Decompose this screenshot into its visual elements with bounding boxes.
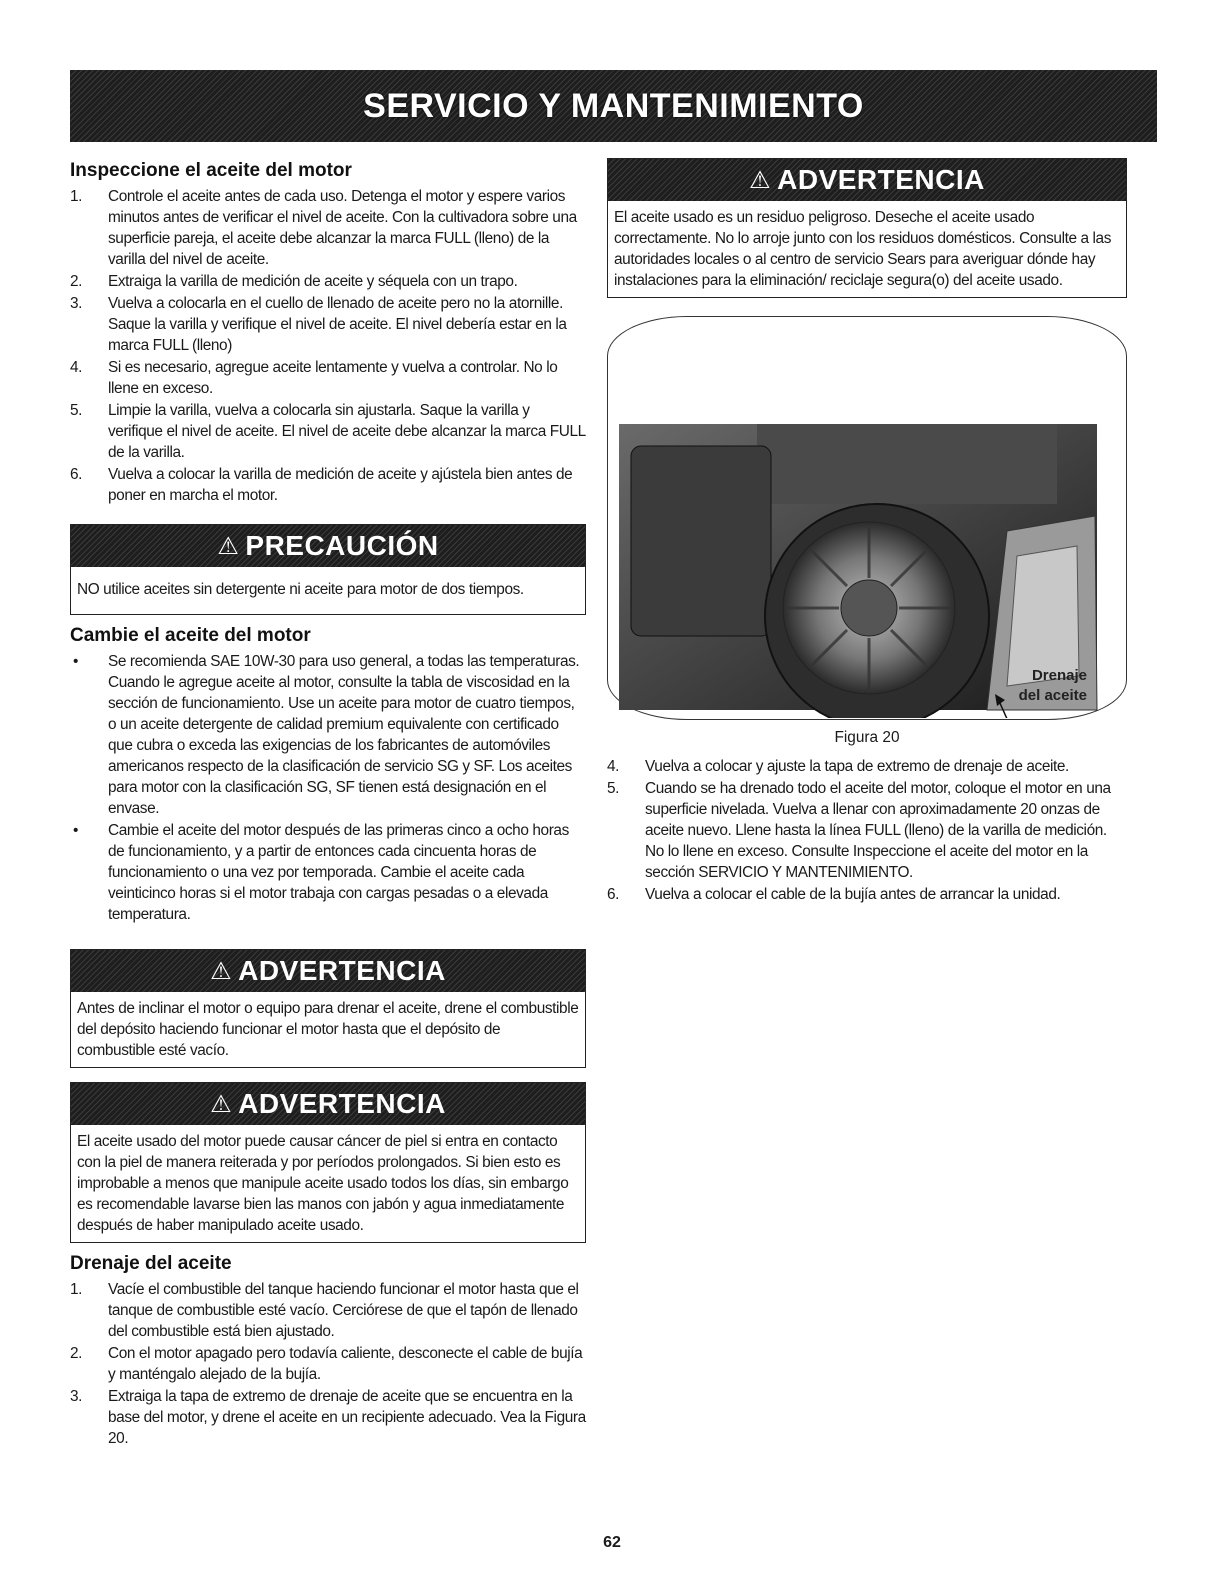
warning-title: ADVERTENCIA	[777, 164, 985, 195]
inspect-oil-steps	[70, 186, 586, 506]
banner-title: SERVICIO Y MANTENIMIENTO	[363, 86, 864, 125]
warning-text: El aceite usado del motor puede causar cáncer de piel si entra en contacto con la piel de manera reiterada y por períodos prolongados. Si bien esto es improbable a menos que manipule aceite usado todos los días, sin embargo es recomendable lavarse bien las manos con jabón y agua inmediatamente después de haber manipulado aceite usado.	[77, 1133, 569, 1234]
warning-title: ADVERTENCIA	[238, 955, 446, 986]
list-item: 3. Extraiga la tapa de extremo de drenaje de aceite que se encuentra en la base del motor, y drene el aceite en un recipiente adecuado. Vea la Figura 20.	[70, 1388, 586, 1447]
warning-box-skin-cancer	[70, 1082, 586, 1243]
list-item: 1. Vacíe el combustible del tanque haciendo funcionar el motor hasta que el tanque de combustible esté vacío. Cerciórese de que el tapón de llenado del combustible está bien ajustado.	[70, 1281, 579, 1340]
caution-box	[70, 524, 586, 615]
list-item: 4. Si es necesario, agregue aceite lentamente y vuelva a controlar. No lo llene en exceso.	[70, 359, 558, 397]
list-item: 4. Vuelva a colocar y ajuste la tapa de extremo de drenaje de aceite.	[607, 758, 1069, 775]
page-number: 62	[603, 1534, 621, 1551]
section-banner	[70, 70, 1157, 142]
change-oil-bullets	[70, 651, 586, 925]
warning-box-drain-fuel	[70, 949, 586, 1068]
left-column	[70, 150, 586, 1450]
drain-oil-steps-continued	[607, 756, 1127, 905]
caution-header	[71, 525, 585, 567]
engine-top	[757, 424, 1057, 504]
list-item: 6. Vuelva a colocar el cable de la bujía antes de arrancar la unidad.	[607, 886, 1061, 903]
caution-title: PRECAUCIÓN	[245, 530, 439, 561]
caution-text: NO utilice aceites sin detergente ni aceite para motor de dos tiempos.	[77, 581, 524, 598]
list-item: 6. Vuelva a colocar la varilla de medición de aceite y ajústela bien antes de poner en marcha el motor.	[70, 466, 573, 504]
right-column	[607, 150, 1127, 906]
warning-title: ADVERTENCIA	[238, 1088, 446, 1119]
drain-oil-steps	[70, 1279, 586, 1449]
list-item: 3. Vuelva a colocarla en el cuello de llenado de aceite pero no la atornille. Saque la varilla y verifique el nivel de aceite. El nivel debería estar en la marca FULL (lleno)	[70, 295, 567, 354]
list-item: • Cambie el aceite del motor después de las primeras cinco a ocho horas de funcionamiento, y a partir de entonces cada cincuenta horas de funcionamiento o una vez por temporada. Cambie el aceite cada veinticinco horas si el motor trabaja con cargas pesadas o a elevada temperatura.	[73, 822, 569, 923]
change-oil-heading: Cambie el aceite del motor	[70, 625, 311, 646]
starter-hub	[841, 580, 897, 636]
engine-illustration	[607, 316, 1127, 718]
list-item: 5. Limpie la varilla, vuelva a colocarla sin ajustarla. Saque la varilla y verifique el nivel de aceite. El nivel de aceite debe alcanzar la marca FULL de la varilla.	[70, 402, 586, 461]
drain-label: Drenaje del aceite	[1018, 667, 1087, 704]
inspect-oil-heading: Inspeccione el aceite del motor	[70, 160, 352, 181]
warning-text: Antes de inclinar el motor o equipo para drenar el aceite, drene el combustible del depósito haciendo funcionar el motor hasta que el depósito de combustible esté vacío.	[77, 1000, 579, 1059]
air-filter-housing	[631, 446, 771, 636]
warning-box-used-oil	[607, 158, 1127, 298]
warning-header	[608, 159, 1126, 201]
warning-header	[71, 1083, 585, 1125]
warning-text: El aceite usado es un residuo peligroso. Deseche el aceite usado correctamente. No lo arroje junto con los residuos domésticos. Consulte a las autoridades locales o al centro de servicio Sears para averiguar dónde hay instalaciones para la eliminación/ reciclaje segura(o) del aceite usado.	[614, 209, 1112, 289]
list-item: 2. Extraiga la varilla de medición de aceite y séquela con un trapo.	[70, 273, 518, 290]
drain-oil-heading: Drenaje del aceite	[70, 1253, 232, 1274]
warning-triangle-icon: ⚠	[210, 957, 233, 985]
figure-20	[607, 316, 1127, 746]
list-item: 5. Cuando se ha drenado todo el aceite del motor, coloque el motor en una superficie nivelada. Vuelva a llenar con aproximadamente 20 onzas de aceite nuevo. Llene hasta la línea FULL (lleno) de la varilla de medición. No lo llene en exceso. Consulte Inspeccione el aceite del motor en la sección SERVICIO Y MANTENIMIENTO.	[607, 780, 1111, 881]
warning-triangle-icon: ⚠	[217, 532, 240, 560]
figure-caption: Figura 20	[834, 729, 900, 746]
warning-header	[71, 950, 585, 992]
warning-triangle-icon: ⚠	[749, 166, 772, 194]
warning-triangle-icon: ⚠	[210, 1090, 233, 1118]
crankcase-inner	[1007, 546, 1079, 686]
list-item: 1. Controle el aceite antes de cada uso. Detenga el motor y espere varios minutos antes de verificar el nivel de aceite. Con la cultivadora sobre una superficie pareja, el aceite debe alcanzar la marca FULL (lleno) de la varilla del nivel de aceite.	[70, 188, 577, 268]
list-item: 2. Con el motor apagado pero todavía caliente, desconecte el cable de bujía y manténgalo alejado de la bujía.	[70, 1345, 583, 1383]
list-item: • Se recomienda SAE 10W-30 para uso general, a todas las temperaturas. Cuando le agregue aceite al motor, consulte la tabla de viscosidad en la sección de funcionamiento. Use un aceite para motor de cuatro tiempos, o un aceite detergente de calidad premium equivalente con certificado que cubra o exceda las exigencias de los fabricantes de automóviles americanos respecto de la clasificación de servicio SG y SF. Los aceites para motor con la clasificación SG, SF tienen está designación en el envase.	[73, 653, 580, 817]
